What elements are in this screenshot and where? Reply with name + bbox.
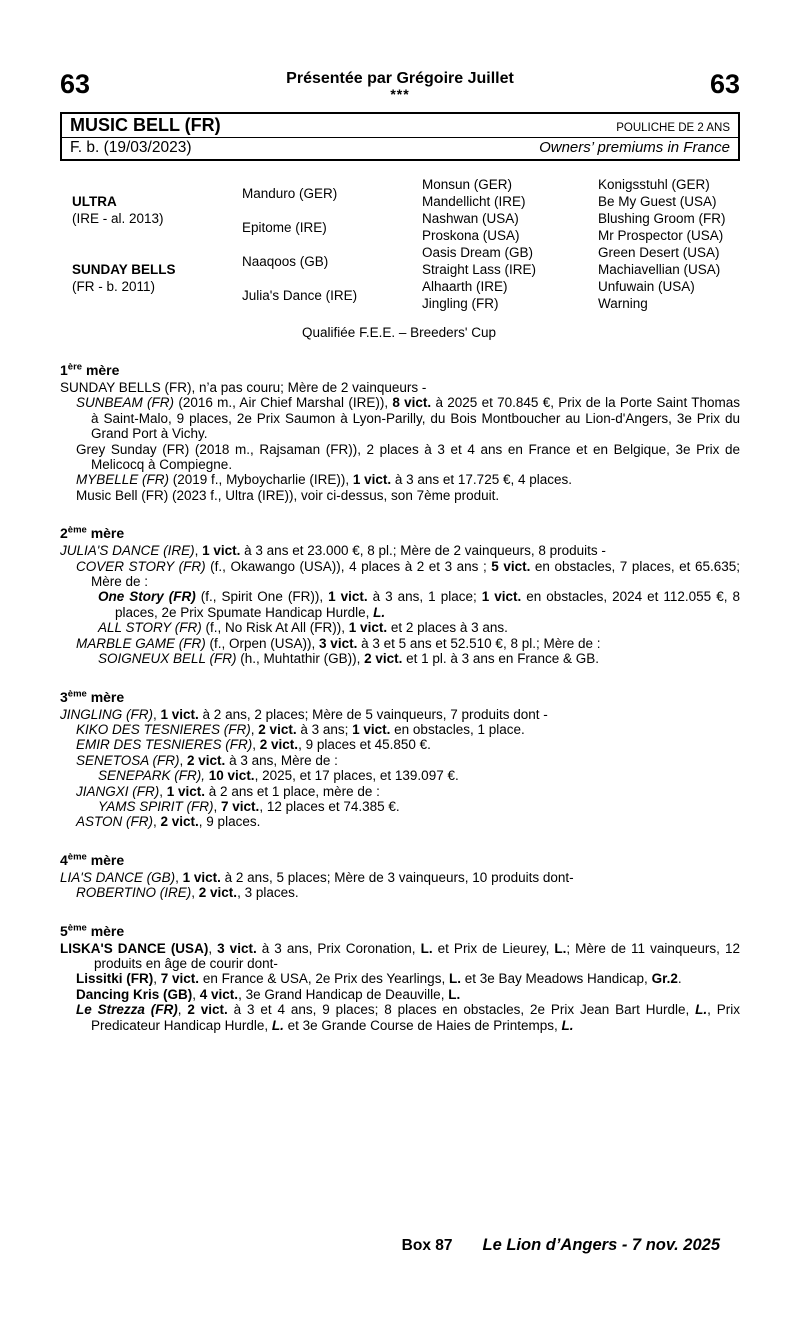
text-run: et Prix de Lieurey, [432,940,555,956]
pedigree-cell: Epitome (IRE) [242,219,327,235]
text-run: (f., Okawango (USA)), 4 places à 2 et 3 ans ; [205,558,492,574]
text-run: L. [448,971,461,987]
heading-word: mère [86,922,125,939]
text-run: , [153,706,161,722]
text-run: 1 vict. [202,543,241,559]
pedigree-paragraph [60,651,740,666]
text-run: SUNBEAM (FR) [76,395,175,411]
text-run: JINGLING (FR) [60,706,153,722]
birth-info: F. b. (19/03/2023) [70,139,192,156]
text-run: (2016 m., Air Chief Marshal (IRE)), [174,395,393,411]
pedigree-paragraph [60,589,740,620]
pedigree-cell: Naaqoos (GB) [242,253,329,269]
pedigree-gen3 [422,176,598,312]
text-run: et 3e Grande Course de Haies de Printemps, [283,1017,562,1033]
pedigree-paragraph [60,885,740,900]
pedigree-cell: Green Desert (USA) [598,245,720,260]
pedigree-paragraph [60,559,740,590]
pedigree-cell: Monsun (GER) [422,177,513,192]
text-run: KIKO DES TESNIERES (FR) [76,721,251,737]
category-label: POULICHE DE 2 ANS [616,122,730,134]
text-run: Gr.2 [651,971,678,987]
pedigree-paragraph [60,543,740,558]
heading-number: 5 [60,922,68,939]
text-run: SUNDAY BELLS (FR), n’a pas couru; Mère de 2 vainqueurs - [60,380,427,395]
pedigree-cell: Oasis Dream (GB) [422,245,534,260]
heading-ordinal-suffix: ème [67,687,87,699]
text-run: 1 vict. [182,869,221,885]
heading-number: 3 [60,688,68,705]
text-run: , [153,814,161,830]
text-run: à 3 ans, Mère de : [225,752,338,768]
text-run: à 2 ans, 2 places; Mère de 5 vainqueurs, 7 produits dont - [198,706,548,722]
pedigree-cell: Julia's Dance (IRE) [242,287,358,303]
text-run: en France & USA, 2e Prix des Yearlings, [199,971,449,987]
text-run: , [153,971,161,987]
text-run: (h., Muhtathir (GB)), [236,651,365,667]
text-run: à 3 et 4 ans, 9 places; 8 places en obstacles, 2e Prix Jean Bart Hurdle, [227,1002,696,1018]
text-run: , 3 places. [237,885,299,901]
text-run: à 3 ans et 23.000 €, 8 pl.; Mère de 2 vainqueurs, 8 produits - [240,543,606,559]
text-run: et 2 places à 3 ans. [387,620,508,636]
title-box-row-2 [62,138,738,159]
pedigree-sections [60,362,740,1033]
box-number: Box 87 [401,1237,453,1254]
pedigree-paragraph [60,737,740,752]
text-run: à 3 ans, Prix Coronation, [256,940,421,956]
sale-title: Le Lion d’Angers - 7 nov. 2025 [482,1236,720,1254]
text-run: , [208,940,218,956]
text-run: LISKA'S DANCE (USA) [60,940,209,956]
text-run: (f., Orpen (USA)), [205,635,320,651]
pedigree-paragraph [60,987,740,1002]
pedigree-paragraph [60,722,740,737]
text-run: 2 vict. [187,1002,228,1018]
pedigree-ancestor-name: ULTRA [72,194,117,209]
pedigree-gen4 [598,176,740,312]
text-run: 1 vict. [481,589,522,605]
text-run: ; Mère de 11 vainqueurs, 12 produits en âge de courir dont- [94,940,740,971]
text-run: 1 vict. [352,472,392,488]
pedigree-paragraph [60,784,740,799]
text-run: , [192,986,200,1002]
text-run: à 3 et 5 ans et 52.510 €, 8 pl.; Mère de : [357,635,601,651]
text-run: . [677,971,682,987]
pedigree-gen2 [242,176,422,312]
text-run: , [250,721,259,737]
dam-section [60,923,740,1033]
text-run: 1 vict. [166,783,206,799]
pedigree-ancestor-name: SUNDAY BELLS [72,262,176,277]
text-run: (f., Spirit One (FR)), [195,589,329,605]
text-run: , [175,869,183,885]
text-run: 2 vict. [259,737,299,753]
text-run: ALL STORY (FR) [98,620,202,636]
text-run: 10 vict. [208,768,255,784]
heading-word: mère [86,851,125,868]
premiums-note: Owners’ premiums in France [539,139,730,156]
text-run: 7 vict. [221,798,260,814]
text-run: en obstacles, 2024 et 112.055 €, 8 places, 2e Prix Spumate Handicap Hurdle, [115,589,740,620]
text-run: 3 vict. [217,940,257,956]
text-run: EMIR DES TESNIERES (FR) [76,737,253,753]
text-run: en obstacles, 1 place. [390,721,525,737]
pedigree-paragraph [60,971,740,986]
pedigree-paragraph [60,636,740,651]
text-run: , [213,798,222,814]
text-run: en obstacles, 7 places, et 65.635; Mère de : [91,558,741,590]
pedigree-cell: Straight Lass (IRE) [422,262,537,277]
text-run: , [179,752,188,768]
heading-ordinal-suffix: ème [67,921,87,933]
text-run: Music Bell (FR) (2023 f., Ultra (IRE)), voir ci-dessus, son 7ème produit. [76,487,500,503]
text-run: 3 vict. [319,635,358,651]
text-run: , [159,783,167,799]
pedigree-cell: Nashwan (USA) [422,211,519,226]
text-run: ROBERTINO (IRE) [76,885,192,901]
text-run: , [252,737,260,753]
pedigree-ancestor-detail: (FR - b. 2011) [72,279,156,294]
pedigree-paragraph [60,768,740,783]
text-run: SENETOSA (FR) [76,752,180,768]
text-run: One Story (FR) [98,589,196,605]
text-run: et 1 pl. à 3 ans en France & GB. [402,651,599,667]
page-header [60,70,740,100]
text-run: L. [554,940,567,956]
pedigree-cell: Mr Prospector (USA) [598,228,724,243]
pedigree-cell: Alhaarth (IRE) [422,279,508,294]
text-run: , 9 places et 45.850 €. [298,737,431,753]
text-run: 2 vict. [187,752,226,768]
text-run: L. [271,1017,284,1033]
section-heading [60,362,740,378]
text-run: 7 vict. [160,971,200,987]
heading-ordinal-suffix: ème [67,524,87,536]
pedigree-paragraph [60,442,740,473]
text-run: à 2 ans et 1 place, mère de : [205,783,380,799]
text-run: LIA'S DANCE (GB) [60,869,176,885]
text-run: JIANGXI (FR) [76,783,160,799]
lot-number-right: 63 [709,69,740,99]
text-run: à 3 ans et 17.725 €, 4 places. [391,472,573,488]
text-run: 1 vict. [352,721,391,737]
pedigree-cell: Unfuwain (USA) [598,279,695,294]
heading-word: mère [82,362,120,378]
dam-section [60,525,740,666]
text-run: (f., No Risk At All (FR)), [201,620,349,636]
text-run: , [194,543,203,559]
text-run: ASTON (FR) [76,814,153,830]
dam-section [60,362,740,503]
pedigree-paragraph [60,472,740,487]
section-heading [60,852,740,868]
pedigree-cell [60,176,242,244]
text-run: SENEPARK (FR), [98,768,206,784]
pedigree-paragraph [60,707,740,722]
heading-ordinal-suffix: ème [67,851,87,863]
text-run: L. [420,940,433,956]
pedigree-cell: Blushing Groom (FR) [598,211,726,226]
text-run: JULIA'S DANCE (IRE) [60,543,195,559]
text-run: 4 vict. [199,986,239,1002]
text-run: 5 vict. [491,558,531,574]
text-run: L. [561,1017,574,1033]
pedigree-paragraph [60,620,740,635]
pedigree-cell: Jingling (FR) [422,296,499,311]
text-run: , 12 places et 74.385 €. [259,798,400,814]
text-run: , 2025, et 17 places, et 139.097 €. [254,768,459,784]
text-run: 2 vict. [198,885,238,901]
text-run: Le Strezza (FR) [76,1002,178,1018]
title-box-row-1 [62,114,738,138]
text-run: 2 vict. [364,651,403,667]
pedigree-paragraph [60,395,740,441]
text-run: 2 vict. [160,814,199,830]
dam-section [60,689,740,830]
pedigree-cell: Konigsstuhl (GER) [598,177,710,192]
text-run: MARBLE GAME (FR) [76,635,206,651]
pedigree-paragraph [60,1002,740,1033]
text-run: COVER STORY (FR) [76,558,206,574]
text-run: Grey Sunday (FR) (2018 m., Rajsaman (FR)), 2 places à 3 et 4 ans en France et en Belgique, 3e Prix de Melicocq à Compiegne. [76,441,740,473]
presenter-name: Présentée par Grégoire Juillet [286,70,514,87]
text-run: Dancing Kris (GB) [76,986,193,1002]
pedigree-paragraph [60,814,740,829]
text-run: 8 vict. [392,395,432,411]
text-run: à 2025 et 70.845 €, Prix de la Porte Saint Thomas à Saint-Malo, 9 places, 2e Prix Saumon à Lyon-Parilly, du Bois Montboucher au Lion-d'Angers, 3e Prix du Grand Port à Vichy. [91,395,740,442]
pedigree-table [60,176,740,312]
horse-name: MUSIC BELL (FR) [70,115,221,135]
qualification-note: Qualifiée F.E.E. – Breeders' Cup [302,325,496,340]
page-footer [60,1236,720,1255]
pedigree-paragraph [60,799,740,814]
pedigree-paragraph [60,488,740,503]
text-run: 1 vict. [160,706,199,722]
text-run: L. [448,986,461,1002]
text-run: , [191,885,199,901]
pedigree-cell: Proskona (USA) [422,228,520,243]
heading-number: 2 [60,525,68,542]
heading-word: mère [86,688,125,705]
text-run: , Prix Predicateur Handicap Hurdle, [91,1002,740,1033]
pedigree-gen1 [60,176,242,312]
text-run: à 2 ans, 5 places; Mère de 3 vainqueurs, 10 produits dont- [220,869,574,885]
pedigree-paragraph [60,753,740,768]
section-heading [60,525,740,541]
heading-number: 1 [60,362,68,378]
pedigree-cell: Machiavellian (USA) [598,262,721,277]
text-run: , 3e Grand Handicap de Deauville, [238,986,449,1002]
text-run: SOIGNEUX BELL (FR) [98,651,237,667]
text-run: 1 vict. [328,589,368,605]
section-heading [60,923,740,939]
text-run: , [177,1002,188,1018]
text-run: 1 vict. [348,620,388,636]
lot-number-left: 63 [60,69,91,99]
pedigree-paragraph [60,870,740,885]
stars-separator: *** [390,86,410,102]
text-run: Lissitki (FR) [76,971,154,987]
text-run: à 3 ans; [296,721,353,737]
title-box [60,112,740,161]
pedigree-cell: Manduro (GER) [242,185,338,201]
text-run: MYBELLE (FR) [76,472,170,488]
heading-ordinal-suffix: ère [67,361,83,373]
pedigree-cell: Be My Guest (USA) [598,194,717,209]
text-run: et 3e Bay Meadows Handicap, [460,971,652,987]
header-center [150,70,650,100]
pedigree-paragraph [60,380,740,395]
pedigree-cell [60,244,242,312]
text-run: YAMS SPIRIT (FR) [98,798,214,814]
section-heading [60,689,740,705]
pedigree-cell: Warning [598,296,648,311]
text-run: , 9 places. [198,814,261,830]
text-run: 2 vict. [258,721,297,737]
pedigree-paragraph [60,941,740,972]
text-run: L. [695,1002,708,1018]
heading-number: 4 [60,851,68,868]
dam-section [60,852,740,901]
pedigree-ancestor-detail: (IRE - al. 2013) [72,211,164,226]
text-run: (2019 f., Myboycharlie (IRE)), [169,472,353,488]
text-run: L. [373,604,386,620]
heading-word: mère [86,525,125,542]
text-run: à 3 ans, 1 place; [367,589,482,605]
pedigree-cell: Mandellicht (IRE) [422,194,526,209]
